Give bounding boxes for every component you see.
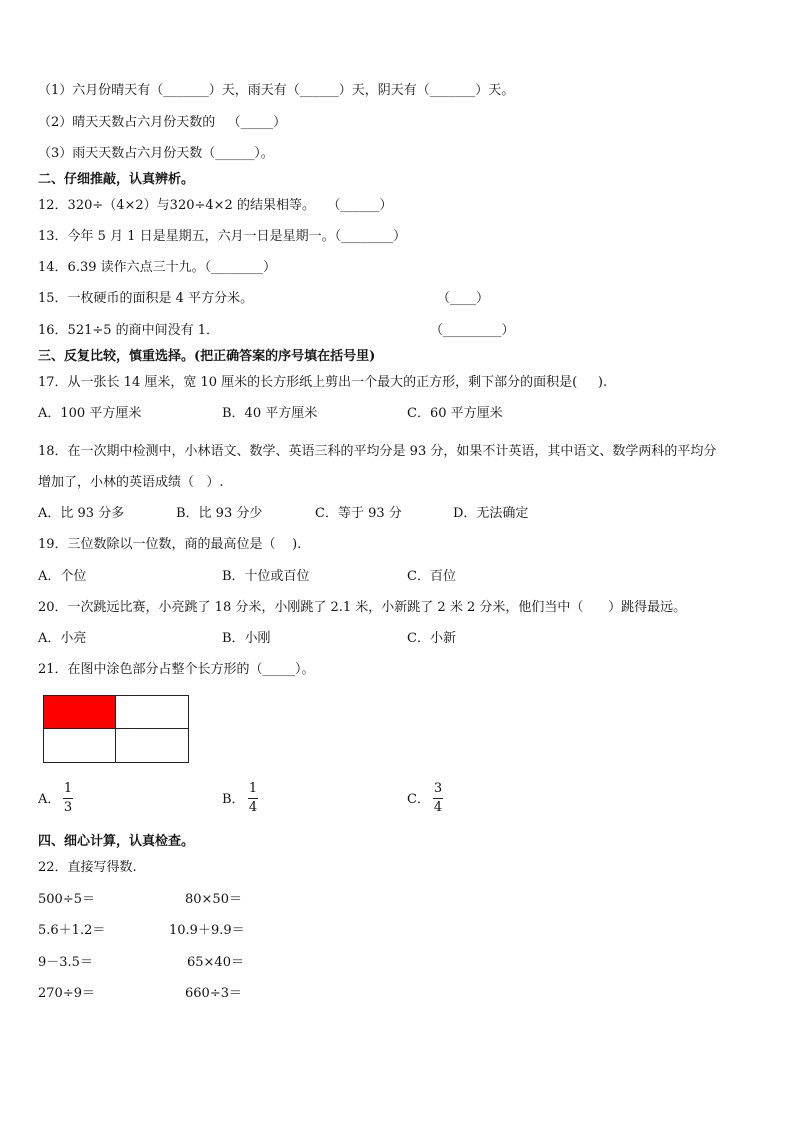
grid-cell bbox=[116, 696, 188, 729]
question-19: 19．三位数除以一位数，商的最高位是（ ). bbox=[38, 537, 302, 552]
calc-item: 660÷3＝ bbox=[185, 986, 242, 1001]
rectangle-figure bbox=[43, 695, 189, 763]
question-14: 14．6.39 读作六点三十九。（________） bbox=[38, 260, 277, 275]
calc-item: 80×50＝ bbox=[185, 892, 242, 907]
q11-sub2: （2）晴天天数占六月份天数的 （_____） bbox=[38, 115, 287, 130]
q17-option-c: C．60 平方厘米 bbox=[407, 406, 503, 421]
q19-option-c: C．百位 bbox=[407, 569, 456, 584]
question-18-line1: 18．在一次期中检测中，小林语文、数学、英语三科的平均分是 93 分，如果不计英语，其中语文、数学两科的平均分 bbox=[38, 444, 717, 459]
calc-item: 65×40＝ bbox=[187, 955, 244, 970]
q21-option-a-label: A． bbox=[38, 792, 61, 807]
calc-item: 5.6＋1.2＝ bbox=[38, 923, 106, 938]
q18-option-a: A．比 93 分多 bbox=[38, 506, 125, 521]
numerator: 3 bbox=[433, 781, 443, 796]
q21-option-c-label: C． bbox=[407, 792, 430, 807]
calc-item: 270÷9＝ bbox=[38, 986, 95, 1001]
q18-option-c: C．等于 93 分 bbox=[315, 506, 402, 521]
calc-item: 9－3.5＝ bbox=[38, 955, 93, 970]
denominator: 4 bbox=[433, 800, 443, 815]
fraction-bar bbox=[248, 798, 258, 799]
fraction-bar bbox=[63, 798, 73, 799]
question-22: 22．直接写得数. bbox=[38, 860, 137, 875]
grid-cell bbox=[116, 729, 188, 762]
question-12: 12．320÷（4×2）与320÷4×2 的结果相等。 （______） bbox=[38, 198, 393, 213]
question-15: 15．一枚硬币的面积是 4 平方分米。 bbox=[38, 291, 254, 306]
section-2-heading: 二、仔细推敲，认真辨析。 bbox=[38, 172, 195, 187]
calc-item: 10.9＋9.9＝ bbox=[169, 923, 245, 938]
fraction-bar bbox=[433, 798, 443, 799]
q21-option-c-fraction bbox=[433, 782, 443, 815]
q18-option-d: D．无法确定 bbox=[453, 506, 529, 521]
q11-sub1: （1）六月份晴天有（_______）天，雨天有（______）天，阴天有（_______）天。 bbox=[38, 83, 515, 98]
q19-option-a: A．个位 bbox=[38, 569, 87, 584]
q11-sub3: （3）雨天天数占六月份天数（______）。 bbox=[38, 146, 274, 161]
q20-option-c: C．小新 bbox=[407, 631, 456, 646]
question-20: 20．一次跳远比赛，小亮跳了 18 分米，小刚跳了 2.1 米，小新跳了 2 米 2 分米，他们当中（ ）跳得最远。 bbox=[38, 600, 687, 615]
q21-option-a-fraction bbox=[63, 782, 73, 815]
denominator: 3 bbox=[63, 800, 73, 815]
grid-cell bbox=[44, 729, 116, 762]
question-15-blank: （____） bbox=[437, 291, 490, 306]
question-18-line2: 增加了，小林的英语成绩（ ）. bbox=[38, 475, 224, 490]
q18-option-b: B．比 93 分少 bbox=[176, 506, 263, 521]
question-13: 13．今年 5 月 1 日是星期五，六月一日是星期一。（________） bbox=[38, 229, 407, 244]
denominator: 4 bbox=[248, 800, 258, 815]
q20-option-a: A．小亮 bbox=[38, 631, 87, 646]
shaded-cell bbox=[44, 696, 116, 729]
q17-option-b: B．40 平方厘米 bbox=[222, 406, 318, 421]
numerator: 1 bbox=[248, 781, 258, 796]
q17-option-a: A．100 平方厘米 bbox=[38, 406, 142, 421]
q20-option-b: B．小刚 bbox=[222, 631, 271, 646]
q21-option-b-fraction bbox=[248, 782, 258, 815]
question-17: 17．从一张长 14 厘米，宽 10 厘米的长方形纸上剪出一个最大的正方形，剩下部分的面积是( ). bbox=[38, 375, 608, 390]
section-4-heading: 四、细心计算，认真检查。 bbox=[38, 834, 195, 849]
question-21: 21．在图中涂色部分占整个长方形的（_____）。 bbox=[38, 662, 315, 677]
numerator: 1 bbox=[63, 781, 73, 796]
question-16: 16．521÷5 的商中间没有 1． bbox=[38, 323, 220, 338]
q21-option-b-label: B． bbox=[222, 792, 245, 807]
section-3-heading: 三、反复比较，慎重选择。(把正确答案的序号填在括号里) bbox=[38, 349, 376, 364]
question-16-blank: （_________） bbox=[430, 323, 515, 338]
calc-item: 500÷5＝ bbox=[38, 892, 95, 907]
q19-option-b: B．十位或百位 bbox=[222, 569, 310, 584]
